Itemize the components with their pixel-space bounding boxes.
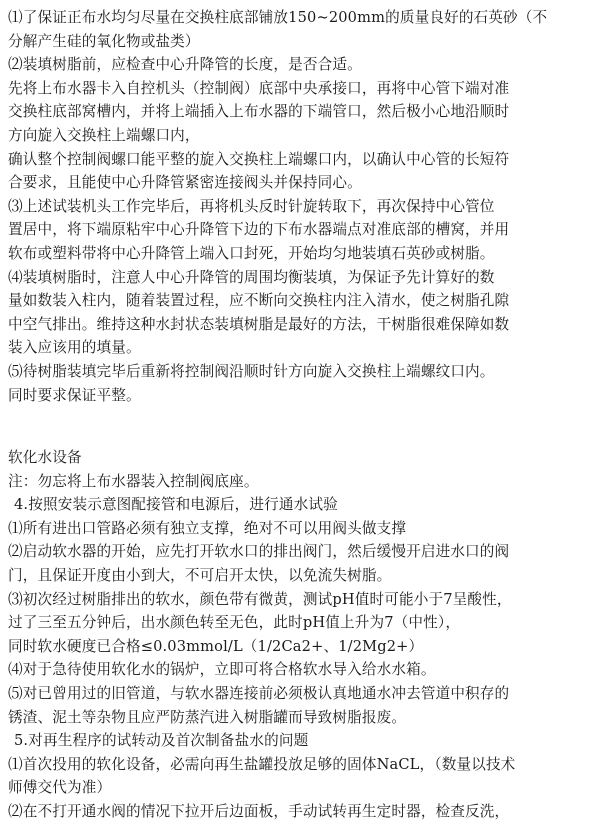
text-line: 合要求，且能使中心升降管紧密连接阀头并保持同心。 [8, 174, 362, 192]
text-line: ⑵启动软水器的开始，应先打开软水口的排出阀门，然后缓慢开启进水口的阀 [8, 543, 510, 561]
text-line: 门，且保证开度由小到大，不可启开太快，以免流失树脂。 [8, 567, 392, 585]
section-resin-loading [8, 6, 594, 407]
text-line: 同时要求保证平整。 [8, 386, 141, 404]
step-heading: 5.对再生程序的试转动及首次制备盐水的问题 [14, 732, 309, 750]
text-line: ⑷装填树脂时，注意人中心升降管的周围均衡装填，为保证予先计算好的数 [8, 268, 495, 286]
text-line: 分解产生硅的氧化物或盐类） [8, 32, 200, 50]
text-line: ⑵在不打开通水阀的情况下拉开后边面板，手动试转再生定时器，检查反洗， [8, 803, 510, 820]
text-line: 中空气排出。维持这种水封状态装填树脂是最好的方法，干树脂很难保障如数 [8, 315, 510, 333]
text-line: 方向旋入交换柱上端螺口内， [8, 126, 200, 144]
text-line: 锈渣、泥土等杂物且应严防蒸汽进入树脂罐而导致树脂报废。 [8, 708, 407, 726]
text-line: ⑴首次投用的软化设备，必需向再生盐罐投放足够的固体NaCL，（数量以技术 [8, 755, 516, 773]
text-line: 量如数装入柱内，随着装置过程，应不断向交换柱内注入清水，使之树脂孔隙 [8, 292, 510, 310]
text-line: 过了三至五分钟后，出水颜色转至无色，此时pH值上升为7（中性）， [8, 614, 461, 632]
text-line: 先将上布水器卡入自控机头（控制阀）底部中央承接口，再将中心管下端对准 [8, 79, 510, 97]
text-line: ⑶上述试装机头工作完毕后，再将机头反时针旋转取下，再次保持中心管位 [8, 197, 495, 215]
text-line: ⑵装填树脂前，应检查中心升降管的长度，是否合适。 [8, 56, 362, 74]
section-heading: 软化水设备 [8, 449, 82, 467]
text-line: ⑸待树脂装填完毕后重新将控制阀沿顺时针方向旋入交换柱上端螺纹口内。 [8, 362, 495, 380]
text-line: ⑶初次经过树脂排出的软水，颜色带有微黄，测试pH值时可能小于7呈酸性， [8, 590, 512, 608]
text-line: ⑸对已曾用过的旧管道，与软水器连接前必须极认真地通水冲去管道中积存的 [8, 685, 510, 703]
section-gap [8, 407, 594, 446]
section-softener [8, 446, 594, 824]
text-line: 交换柱底部窝槽内，并将上端插入上布水器的下端管口，然后极小心地沿顺时 [8, 103, 510, 121]
step-heading: 4.按照安装示意图配接管和电源后，进行通水试验 [14, 496, 338, 514]
text-line: 师傅交代为准） [8, 779, 112, 797]
text-line: 确认整个控制阀螺口能平整的旋入交换柱上端螺口内，以确认中心管的长短符 [8, 150, 510, 168]
text-line: 同时软水硬度已合格≤0.03mmol/L（1/2Ca2+、1/2Mg2+） [8, 637, 424, 655]
text-line: ⑷对于急待使用软化水的锅炉，立即可将合格软水导入给水水箱。 [8, 661, 436, 679]
text-line: 装入应该用的填量。 [8, 339, 141, 357]
text-line: ⑴所有进出口管路必须有独立支撑，绝对不可以用阀头做支撑 [8, 519, 407, 537]
text-line: 置居中，将下端原粘牢中心升降管下边的下布水器端点对准底部的槽窝，并用 [8, 221, 510, 239]
text-line: ⑴了保证正布水均匀尽量在交换柱底部铺放150~200mm的质量良好的石英砂（不 [8, 9, 548, 26]
text-line: 软布或塑料带将中心升降管上端入口封死，开始均匀地装填石英砂或树脂。 [8, 244, 495, 262]
note-line: 注：勿忘将上布水器装入控制阀底座。 [8, 472, 259, 490]
